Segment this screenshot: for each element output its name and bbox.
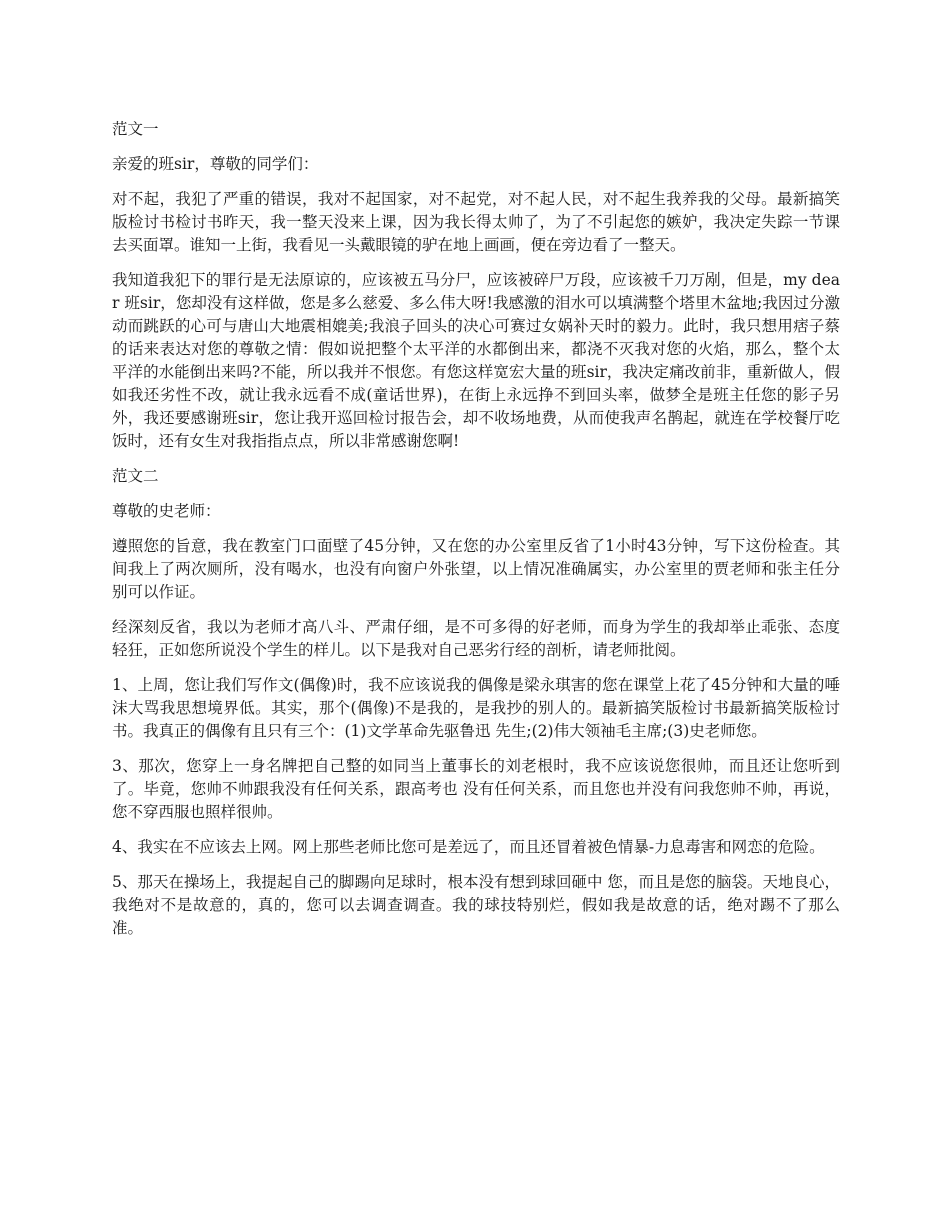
salutation-1: 亲爱的班sir，尊敬的同学们：: [112, 155, 319, 173]
document-body: [112, 118, 840, 952]
body-paragraph: 对不起，我犯了严重的错误，我对不起国家，对不起党，对不起人民，对不起生我养我的父母。最新搞笑版检讨书检讨书昨天，我一整天没来上课，因为我长得太帅了，为了不引起您的嫉妒，我决定失踪一节课去买面罩。谁知一上街，我看见一头戴眼镜的驴在地上画画，便在旁边看了一整天。: [112, 190, 840, 254]
body-paragraph: 我知道我犯下的罪行是无法原谅的，应该被五马分尸，应该被碎尸万段，应该被千刀万剐，但是，my dear 班sir，您却没有这样做，您是多么慈爱、多么伟大呀!我感激的泪水可以填满整个塔里木盆地;我因过分激动而跳跃的心可与唐山大地震相媲美;我浪子回头的决心可赛过女娲补天时的毅力。此时，我只想用痞子蔡的话来表达对您的尊敬之情：假如说把整个太平洋的水都倒出来，都浇不灭我对您的火焰，那么，整个太平洋的水能倒出来吗?不能，所以我并不恨您。有您这样宽宏大量的班sir，我决定痛改前非，重新做人，假如我还劣性不改，就让我永远看不成(童话世界)，在街上永远挣不到回头率，做梦全是班主任您的影子另外，我还要感谢班sir，您让我开巡回检讨报告会，却不收场地费，从而使我声名鹊起，就连在学校餐厅吃饭时，还有女生对我指指点点，所以非常感谢您啊!: [112, 271, 840, 450]
section-heading-1: 范文一: [112, 120, 159, 138]
list-item: 1、上周，您让我们写作文(偶像)时，我不应该说我的偶像是梁永琪害的您在课堂上花了45分钟和大量的唾沫大骂我思想境界低。其实，那个(偶像)不是我的，是我抄的别人的。最新搞笑版检讨书最新搞笑版检讨书。我真正的偶像有且只有三个：(1)文学革命先驱鲁迅 先生;(2)伟大领袖毛主席;(3)史老师您。: [112, 676, 840, 740]
list-item: 4、我实在不应该去上网。网上那些老师比您可是差远了，而且还冒着被色情暴-力息毒害和网恋的危险。: [112, 838, 825, 856]
section-heading-2: 范文二: [112, 467, 159, 485]
salutation-2: 尊敬的史老师：: [112, 502, 221, 520]
list-item: 3、那次，您穿上一身名牌把自己整的如同当上董事长的刘老根时，我不应该说您很帅，而且还让您听到了。毕竟，您帅不帅跟我没有任何关系，跟高考也 没有任何关系，而且您也并没有问我您帅不帅，再说，您不穿西服也照样很帅。: [112, 757, 840, 821]
list-item: 5、那天在操场上，我提起自己的脚踢向足球时，根本没有想到球回砸中 您，而且是您的脑袋。天地良心，我绝对不是故意的，真的，您可以去调查调查。我的球技特别烂，假如我是故意的话，绝对踢不了那么准。: [112, 873, 840, 937]
body-paragraph: 遵照您的旨意，我在教室门口面壁了45分钟，又在您的办公室里反省了1小时43分钟，写下这份检查。其间我上了两次厕所，没有喝水，也没有向窗户外张望，以上情况准确属实，办公室里的贾老师和张主任分别可以作证。: [112, 537, 840, 601]
body-paragraph: 经深刻反省，我以为老师才高八斗、严肃仔细，是不可多得的好老师，而身为学生的我却举止乖张、态度轻狂，正如您所说没个学生的样儿。以下是我对自己恶劣行经的剖析，请老师批阅。: [112, 618, 840, 659]
